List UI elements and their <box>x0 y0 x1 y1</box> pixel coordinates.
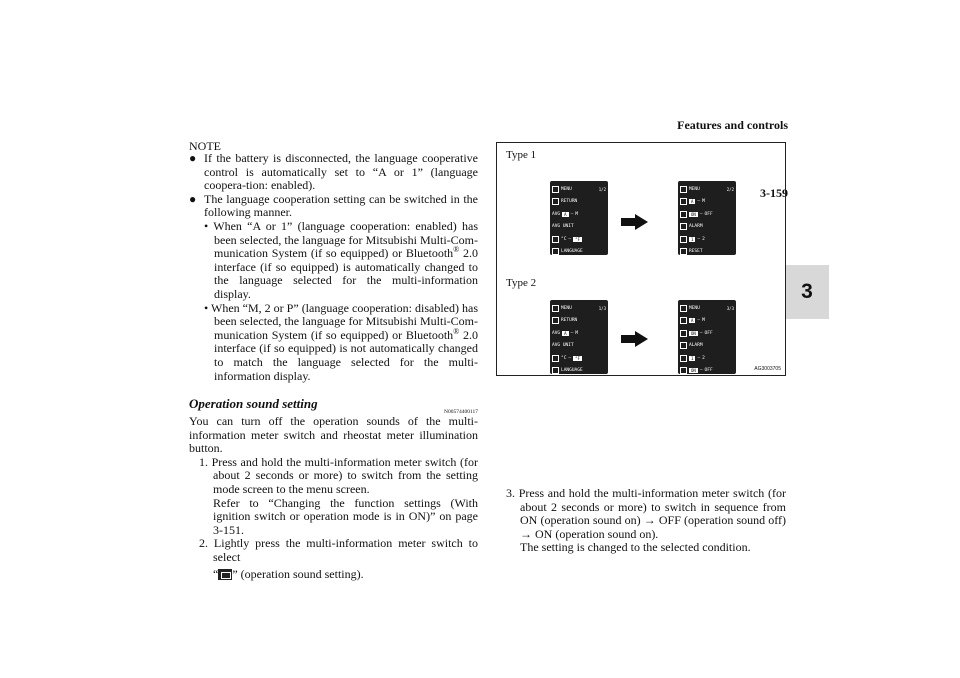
step-2-continued: “ ” (operation sound setting). <box>213 566 364 581</box>
right-arrow-icon <box>635 331 648 347</box>
note-bullet-1-text: If the battery is disconnected, the language cooperative control is automatically set to “A or 1” (language coopera-tion: enabled). <box>204 151 478 193</box>
type-1-menu-screen-2: MENU 2/2 A – M ON – OFF ALARM 1 – 2 RESET <box>678 181 736 255</box>
note-sub-item-2: • When “M, 2 or P” (language cooperation: disabled) has been selected, the language for Mitsubishi Multi-Com-munication System (if so equipped) or Bluetooth® 2.0 interface (if so equipped) is not automatically changed to match the language selected for the multi-information display. <box>204 300 479 383</box>
menu-figure <box>496 142 786 376</box>
right-arrow-icon <box>635 214 648 230</box>
note-bullet-2 <box>189 193 478 383</box>
type-1-menu-screen-1: MENU 1/2 RETURN AVG A – M AVG UNIT °C – °F LANGUAGE <box>550 181 608 255</box>
right-column <box>496 487 786 555</box>
note-bullet-2-text: The language cooperation setting can be switched in the following manner. <box>204 191 478 220</box>
section-code: N00574400117 <box>443 409 478 416</box>
step-1-reference: Refer to “Changing the function settings (With ignition switch or operation mode is in ON)” on page 3-151. <box>213 495 478 537</box>
operation-sound-icon <box>218 569 232 580</box>
chapter-tab: 3 <box>785 265 829 319</box>
bullet-icon: ● <box>189 151 197 165</box>
note-sub-item-1: • When “A or 1” (language cooperation: enabled) has been selected, the language for Mitsubishi Multi-Com-munication System (if so equipped) or Bluetooth® 2.0 interface (if so equipped) is automatically changed to the language selected for the multi-information display. <box>204 218 479 301</box>
step-3-result: The setting is changed to the selected condition. <box>520 540 751 555</box>
bullet-icon: ● <box>189 191 197 206</box>
step-2: 2. Lightly press the multi-information meter switch to select <box>199 536 479 565</box>
type-1-label: Type 1 <box>506 149 537 161</box>
type-2-menu-screen-1: MENU 1/3 RETURN AVG A – M AVG UNIT °C – °F LANGUAGE <box>550 300 608 374</box>
step-3: 3. Press and hold the multi-information meter switch (for about 2 seconds or more) to switch in sequence from ON (operation sound on) → OFF (operation sound off) → ON (operation sound on). <box>506 486 786 541</box>
section-title: Operation sound setting <box>189 396 318 412</box>
type-2-menu-screen-2: MENU 3/3 A – M ON – OFF ALARM 1 – 2 ON – OFF <box>678 300 736 374</box>
page-number: 3-159 <box>760 186 788 200</box>
type-2-label: Type 2 <box>506 277 537 289</box>
running-header: Features and controls <box>677 118 788 132</box>
figure-code: AG3003705 <box>754 366 781 372</box>
intro-paragraph: You can turn off the operation sounds of the multi-information meter switch and rheostat meter illumination button. <box>189 414 478 456</box>
step-1: 1. Press and hold the multi-information meter switch (for about 2 seconds or more) to switch from the setting mode screen to the menu screen. <box>199 454 478 497</box>
note-title: NOTE <box>189 139 221 153</box>
note-bullet-1 <box>189 152 478 193</box>
left-column <box>189 140 478 581</box>
